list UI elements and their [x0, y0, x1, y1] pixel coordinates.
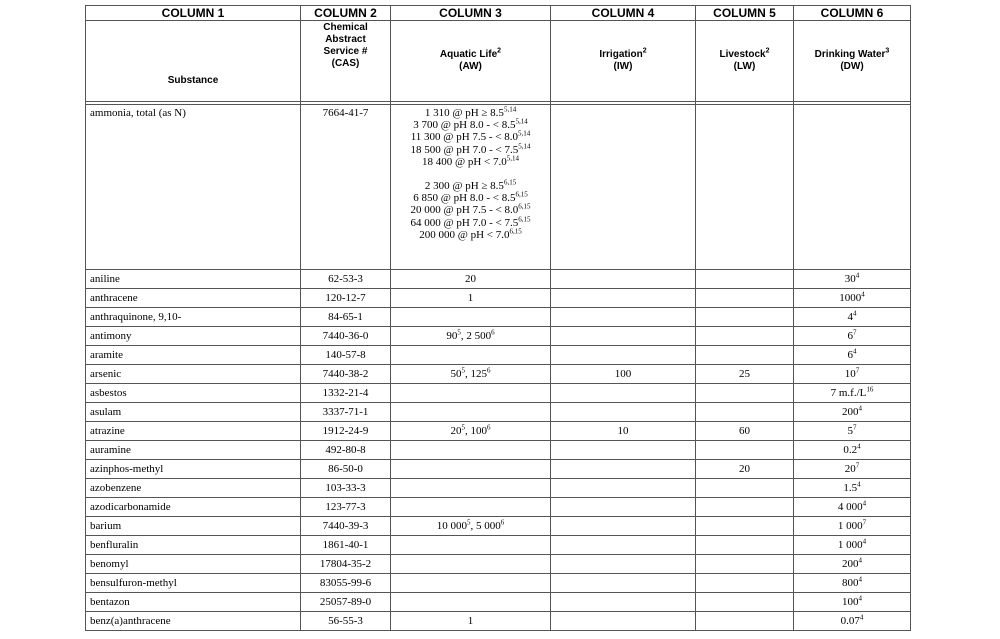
livestock-cell	[696, 498, 794, 517]
aquatic-life-cell	[391, 593, 551, 612]
substance-cell: aniline	[86, 270, 301, 289]
irrigation-cell	[551, 327, 696, 346]
irrigation-cell	[551, 270, 696, 289]
cas-cell: 86-50-0	[301, 460, 391, 479]
drinking-water-value: 200	[842, 406, 859, 418]
footnote-ref: 7	[853, 423, 857, 432]
table-row	[86, 593, 911, 612]
aquatic-life-cell	[391, 517, 551, 536]
table-body	[86, 105, 911, 631]
aquatic-value: 1 310 @ pH ≥ 8.5	[424, 107, 504, 119]
livestock-cell	[696, 574, 794, 593]
column-1-number: COLUMN 1	[86, 6, 301, 21]
drinking-water-value: 1.5	[843, 482, 858, 494]
livestock-cell	[696, 555, 794, 574]
aquatic-value: 20 000 @ pH 7.5 - < 8.0	[410, 204, 519, 217]
substance-cell: benfluralin	[86, 536, 301, 555]
table-row	[86, 365, 911, 384]
substance-cell: ammonia, total (as N)	[86, 105, 301, 270]
drinking-water-cell	[794, 479, 911, 498]
drinking-water-value: 0.07	[840, 615, 860, 627]
header-abbr: (IW)	[613, 61, 633, 72]
footnote-ref: 4	[857, 480, 861, 489]
footnote-ref: 4	[855, 271, 860, 280]
cas-cell: 1912-24-9	[301, 422, 391, 441]
drinking-water-cell	[794, 536, 911, 555]
cas-cell: 7664-41-7	[301, 105, 391, 270]
aquatic-life-cell	[391, 422, 551, 441]
table-row	[86, 403, 911, 422]
livestock-cell	[696, 289, 794, 308]
drinking-water-cell	[794, 289, 911, 308]
footnote-ref: 5,14	[506, 154, 520, 163]
drinking-water-value: 6	[847, 330, 853, 342]
footnote-ref: 4	[858, 556, 862, 565]
substance-cell: asulam	[86, 403, 301, 422]
drinking-water-value: 4	[847, 311, 853, 323]
drinking-water-value: 1000	[839, 292, 862, 304]
footnote-ref: 6,15	[509, 227, 522, 236]
aquatic-value: 2 300 @ pH ≥ 8.5	[424, 180, 504, 193]
aquatic-life-cell	[391, 270, 551, 289]
cas-cell: 123-77-3	[301, 498, 391, 517]
livestock-cell	[696, 441, 794, 460]
table-row	[86, 441, 911, 460]
aquatic-value: , 5 000	[470, 520, 501, 532]
irrigation-cell	[551, 498, 696, 517]
substance-cell: anthraquinone, 9,10-	[86, 308, 301, 327]
drinking-water-value: 800	[842, 577, 859, 589]
aquatic-life-cell	[391, 308, 551, 327]
drinking-water-cell	[794, 422, 911, 441]
drinking-water-value: 10	[844, 368, 856, 380]
header-abbr: (AW)	[459, 61, 482, 72]
footnote-ref: 6,15	[518, 202, 531, 211]
irrigation-cell	[551, 105, 696, 270]
footnote-ref: 4	[862, 499, 867, 508]
aquatic-life-cell	[391, 105, 551, 270]
footnote-ref: 6,15	[515, 190, 528, 199]
aquatic-value: , 2 500	[460, 330, 492, 342]
footnote-ref: 5,14	[503, 105, 517, 114]
drinking-water-cell	[794, 346, 911, 365]
drinking-water-value: 7 m.f./L	[830, 387, 867, 399]
substance-cell: benomyl	[86, 555, 301, 574]
footnote-ref: 7	[853, 328, 857, 337]
table-row	[86, 555, 911, 574]
substance-cell: azinphos-methyl	[86, 460, 301, 479]
substance-cell: aramite	[86, 346, 301, 365]
livestock-cell: 25	[696, 365, 794, 384]
livestock-cell	[696, 327, 794, 346]
livestock-cell	[696, 479, 794, 498]
aquatic-value: 11 300 @ pH 7.5 - < 8.0	[410, 131, 519, 144]
livestock-cell	[696, 384, 794, 403]
drinking-water-cell	[794, 365, 911, 384]
aquatic-value: 90	[446, 330, 458, 342]
substance-cell: barium	[86, 517, 301, 536]
cas-cell: 1861-40-1	[301, 536, 391, 555]
livestock-cell	[696, 346, 794, 365]
drinking-water-value: 0.2	[843, 444, 858, 456]
footnote-ref: 6,15	[503, 178, 517, 187]
aquatic-value: , 125	[465, 368, 487, 380]
footnote-ref: 5	[457, 328, 461, 337]
drinking-water-cell	[794, 270, 911, 289]
drinking-water-cell	[794, 498, 911, 517]
irrigation-cell	[551, 536, 696, 555]
irrigation-cell	[551, 612, 696, 631]
livestock-header	[696, 21, 794, 102]
line-gap	[395, 168, 546, 180]
cas-cell: 120-12-7	[301, 289, 391, 308]
table-row-ammonia	[86, 105, 911, 270]
irrigation-cell	[551, 441, 696, 460]
cas-cell: 83055-99-6	[301, 574, 391, 593]
header-label: Irrigation	[599, 49, 643, 60]
footnote-ref: 4	[862, 537, 867, 546]
drinking-water-cell	[794, 460, 911, 479]
cas-header-line: Service #	[323, 46, 368, 57]
aquatic-value-line	[395, 214, 546, 229]
cas-cell: 56-55-3	[301, 612, 391, 631]
aquatic-value: 6 850 @ pH 8.0 - < 8.5	[413, 192, 516, 205]
aquatic-life-cell	[391, 536, 551, 555]
drinking-water-value: 20	[844, 463, 856, 475]
cas-header	[301, 21, 391, 102]
column-3-number: COLUMN 3	[391, 6, 551, 21]
aquatic-value: 20	[450, 425, 462, 437]
aquatic-value-line	[395, 229, 546, 241]
aquatic-life-cell	[391, 479, 551, 498]
substance-cell: arsenic	[86, 365, 301, 384]
substance-cell: benz(a)anthracene	[86, 612, 301, 631]
cas-cell: 25057-89-0	[301, 593, 391, 612]
header-abbr: (DW)	[840, 61, 864, 72]
irrigation-cell	[551, 479, 696, 498]
header-label: Livestock	[719, 49, 766, 60]
footnote-ref: 5,14	[518, 141, 531, 150]
aquatic-value: 50	[450, 368, 462, 380]
drinking-water-value: 4 000	[837, 501, 863, 513]
irrigation-cell	[551, 555, 696, 574]
footnote-ref: 6,15	[518, 214, 531, 223]
footnote-ref: 7	[855, 366, 860, 375]
footnote-ref: 5	[461, 423, 465, 432]
column-5-number: COLUMN 5	[696, 6, 794, 21]
table-row	[86, 422, 911, 441]
footnote-ref: 2	[642, 47, 647, 55]
livestock-cell: 60	[696, 422, 794, 441]
aquatic-value: 1	[467, 615, 474, 627]
irrigation-cell	[551, 403, 696, 422]
drinking-water-value: 6	[847, 349, 853, 361]
cas-cell: 3337-71-1	[301, 403, 391, 422]
cas-cell: 7440-38-2	[301, 365, 391, 384]
table-row	[86, 460, 911, 479]
livestock-cell: 20	[696, 460, 794, 479]
footnote-ref: 4	[857, 442, 861, 451]
table-row	[86, 384, 911, 403]
table-row	[86, 289, 911, 308]
livestock-cell	[696, 612, 794, 631]
footnote-ref: 4	[858, 575, 862, 584]
drinking-water-cell	[794, 593, 911, 612]
footnote-ref: 6	[491, 328, 495, 337]
aquatic-value: 18 400 @ pH < 7.0	[421, 155, 507, 168]
aquatic-life-cell	[391, 346, 551, 365]
cas-cell: 7440-36-0	[301, 327, 391, 346]
livestock-cell	[696, 308, 794, 327]
footnote-ref: 7	[855, 461, 860, 470]
drinking-water-cell	[794, 441, 911, 460]
cas-header-line: (CAS)	[331, 58, 360, 69]
footnote-ref: 3	[885, 47, 890, 55]
footnote-ref: 4	[853, 347, 857, 356]
footnote-ref: 4	[861, 290, 865, 299]
cas-cell: 7440-39-3	[301, 517, 391, 536]
drinking-water-value: 30	[844, 273, 856, 285]
aquatic-value: 20	[465, 273, 476, 285]
footnote-ref: 5	[467, 518, 471, 527]
cas-cell: 140-57-8	[301, 346, 391, 365]
header-label: Drinking Water	[814, 49, 886, 60]
footnote-ref: 5,14	[515, 117, 528, 126]
aquatic-value: 1	[467, 292, 474, 304]
footnote-ref: 4	[859, 613, 864, 622]
drinking-water-cell	[794, 327, 911, 346]
aquatic-life-cell	[391, 498, 551, 517]
substance-cell: atrazine	[86, 422, 301, 441]
footnote-ref: 6	[487, 366, 491, 375]
irrigation-cell	[551, 517, 696, 536]
drinking-water-cell	[794, 574, 911, 593]
substance-cell: azobenzene	[86, 479, 301, 498]
footnote-ref: 6	[487, 423, 491, 432]
substance-cell: bensulfuron-methyl	[86, 574, 301, 593]
footnote-ref: 2	[497, 47, 502, 55]
table-row	[86, 327, 911, 346]
cas-cell: 103-33-3	[301, 479, 391, 498]
table-row	[86, 308, 911, 327]
aquatic-life-cell	[391, 612, 551, 631]
cas-cell: 84-65-1	[301, 308, 391, 327]
irrigation-cell	[551, 460, 696, 479]
column-header-row	[86, 21, 911, 102]
aquatic-life-cell	[391, 384, 551, 403]
aquatic-life-header	[391, 21, 551, 102]
table-row	[86, 270, 911, 289]
aquatic-value: 200 000 @ pH < 7.0	[419, 228, 510, 241]
header-label: Aquatic Life	[439, 49, 498, 60]
aquatic-life-cell	[391, 289, 551, 308]
table-row	[86, 574, 911, 593]
footnote-ref: 4	[858, 594, 862, 603]
standards-table	[85, 5, 911, 631]
irrigation-cell	[551, 593, 696, 612]
aquatic-value-line	[395, 156, 546, 168]
substance-cell: asbestos	[86, 384, 301, 403]
column-4-number: COLUMN 4	[551, 6, 696, 21]
footnote-ref: 2	[765, 47, 770, 55]
substance-header: Substance	[86, 21, 301, 102]
aquatic-life-cell	[391, 327, 551, 346]
footnote-ref: 16	[866, 385, 874, 394]
footnote-ref: 6	[500, 518, 505, 527]
livestock-cell	[696, 270, 794, 289]
drinking-water-cell	[794, 555, 911, 574]
table-row	[86, 517, 911, 536]
livestock-cell	[696, 593, 794, 612]
aquatic-value-line	[395, 141, 546, 156]
drinking-water-cell	[794, 384, 911, 403]
livestock-cell	[696, 536, 794, 555]
aquatic-life-cell	[391, 365, 551, 384]
table-row	[86, 536, 911, 555]
cas-cell: 1332-21-4	[301, 384, 391, 403]
column-number-row	[86, 6, 911, 21]
cas-header-line: Chemical	[323, 22, 368, 33]
substance-cell: auramine	[86, 441, 301, 460]
column-2-number: COLUMN 2	[301, 6, 391, 21]
drinking-water-value: 5	[847, 425, 853, 437]
drinking-water-cell	[794, 105, 911, 270]
drinking-water-value: 1 000	[837, 520, 863, 532]
drinking-water-value: 200	[842, 558, 859, 570]
irrigation-cell	[551, 574, 696, 593]
irrigation-header	[551, 21, 696, 102]
aquatic-life-cell	[391, 555, 551, 574]
footnote-ref: 7	[862, 518, 867, 527]
column-6-number: COLUMN 6	[794, 6, 911, 21]
aquatic-value: 3 700 @ pH 8.0 - < 8.5	[413, 119, 516, 132]
substance-cell: anthracene	[86, 289, 301, 308]
irrigation-cell	[551, 384, 696, 403]
drinking-water-value: 100	[842, 596, 859, 608]
substance-cell: bentazon	[86, 593, 301, 612]
table-row	[86, 346, 911, 365]
drinking-water-cell	[794, 517, 911, 536]
drinking-water-cell	[794, 403, 911, 422]
aquatic-life-cell	[391, 574, 551, 593]
cas-header-line: Abstract	[325, 34, 366, 45]
aquatic-life-cell	[391, 441, 551, 460]
aquatic-life-cell	[391, 460, 551, 479]
footnote-ref: 5	[461, 366, 465, 375]
table-row	[86, 612, 911, 631]
cas-cell: 17804-35-2	[301, 555, 391, 574]
substance-cell: antimony	[86, 327, 301, 346]
footnote-ref: 4	[858, 404, 862, 413]
aquatic-value: 64 000 @ pH 7.0 - < 7.5	[410, 216, 519, 229]
cas-cell: 62-53-3	[301, 270, 391, 289]
header-abbr: (LW)	[733, 61, 756, 72]
livestock-cell	[696, 105, 794, 270]
aquatic-value: 10 000	[436, 520, 467, 532]
cas-cell: 492-80-8	[301, 441, 391, 460]
drinking-water-cell	[794, 308, 911, 327]
aquatic-value: 18 500 @ pH 7.0 - < 7.5	[410, 143, 519, 156]
irrigation-cell	[551, 308, 696, 327]
irrigation-cell	[551, 289, 696, 308]
aquatic-value: , 100	[465, 425, 487, 437]
table-row	[86, 498, 911, 517]
drinking-water-header	[794, 21, 911, 102]
drinking-water-value: 1 000	[837, 539, 863, 551]
irrigation-cell	[551, 346, 696, 365]
livestock-cell	[696, 517, 794, 536]
table-row	[86, 479, 911, 498]
substance-cell: azodicarbonamide	[86, 498, 301, 517]
drinking-water-cell	[794, 612, 911, 631]
irrigation-cell: 100	[551, 365, 696, 384]
aquatic-life-cell	[391, 403, 551, 422]
footnote-ref: 5,14	[518, 129, 531, 138]
footnote-ref: 4	[853, 309, 857, 318]
irrigation-cell: 10	[551, 422, 696, 441]
livestock-cell	[696, 403, 794, 422]
